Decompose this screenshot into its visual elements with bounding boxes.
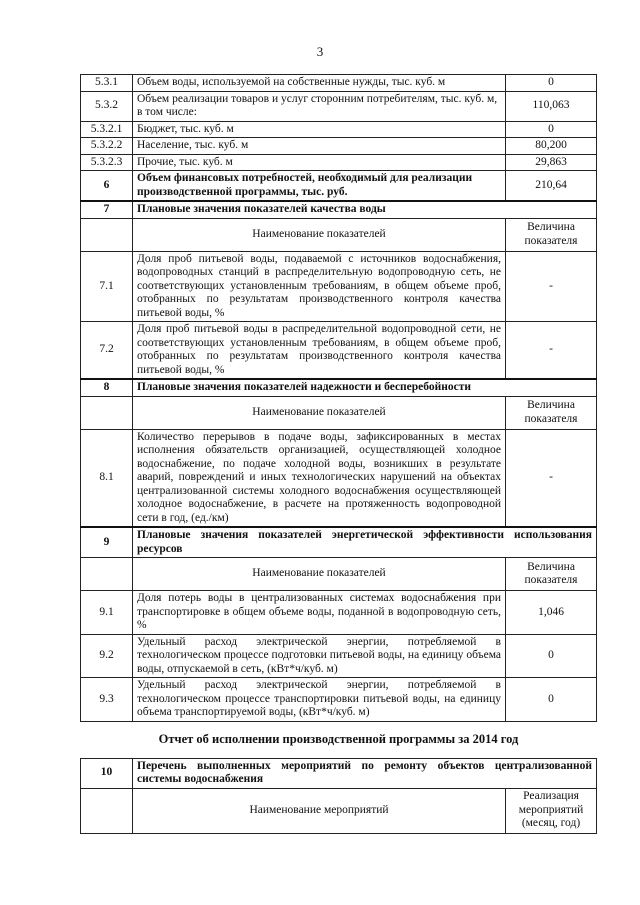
section-header-row (81, 758, 597, 788)
table-row (81, 171, 597, 202)
column-header-value: Реализация мероприятий (месяц, год) (506, 788, 597, 833)
row-number: 5.3.2.3 (81, 154, 133, 171)
section-title: Плановые значения показателей качества воды (133, 201, 597, 218)
section-title: Перечень выполненных мероприятий по ремонту объектов централизованной системы водоснабжения (133, 758, 597, 788)
table-row (81, 138, 597, 155)
table-row (81, 154, 597, 171)
row-text: Прочие, тыс. куб. м (133, 154, 506, 171)
row-text: Доля проб питьевой воды, подаваемой с источников водоснабжения, водопроводных станций в распределительную водопроводную сеть, не соответствующих установленным требованиям, в общем объеме проб, отобранных по результатам производственного контроля качества питьевой воды, % (133, 251, 506, 322)
table-row (81, 75, 597, 92)
column-header-row (81, 788, 597, 833)
row-number: 9.2 (81, 634, 133, 678)
section-number: 9 (81, 527, 133, 558)
row-text: Население, тыс. куб. м (133, 138, 506, 155)
row-value: 0 (506, 634, 597, 678)
row-text: Объем воды, используемой на собственные нужды, тыс. куб. м (133, 75, 506, 92)
column-header-value: Величина показателя (506, 396, 597, 429)
row-number: 9.1 (81, 591, 133, 635)
row-text: Доля проб питьевой воды в распределительной водопроводной сети, не соответствующих установленным требованиям, в общем объеме проб, отобранных по результатам производственного контроля качества питьевой воды, % (133, 322, 506, 380)
indicators-table (80, 74, 597, 834)
report-title-row (81, 721, 597, 758)
column-header-row (81, 558, 597, 591)
row-text: Количество перерывов в подаче воды, зафиксированных в местах исполнения обязательств организацией, осуществляющей холодное водоснабжение, по подаче холодной воды, возникших в результате аварий, повреждений и иных технологических нарушений на объектах централизованной системы холодного водоснабжения осуществляющей холодное водоснабжение, в расчете на протяженность водопроводной сети в год, (ед./км) (133, 429, 506, 527)
row-number: 7.2 (81, 322, 133, 380)
page-number: 3 (316, 44, 324, 59)
row-number: 5.3.2.1 (81, 121, 133, 138)
column-header-value: Величина показателя (506, 558, 597, 591)
row-number: 8.1 (81, 429, 133, 527)
table-row (81, 251, 597, 322)
column-header-name: Наименование показателей (133, 218, 506, 251)
section-number: 8 (81, 379, 133, 396)
column-header-row (81, 218, 597, 251)
row-value: 0 (506, 75, 597, 92)
table-row (81, 591, 597, 635)
row-text: Доля потерь воды в централизованных системах водоснабжения при транспортировке в общем объеме воды, поданной в водопроводную сеть, % (133, 591, 506, 635)
section-title: Плановые значения показателей энергетической эффективности использования ресурсов (133, 527, 597, 558)
row-value: 1,046 (506, 591, 597, 635)
row-number: 9.3 (81, 678, 133, 722)
row-number: 5.3.2 (81, 91, 133, 121)
row-text: Объем реализации товаров и услуг сторонним потребителям, тыс. куб. м, в том числе: (133, 91, 506, 121)
report-title: Отчет об исполнении производственной программы за 2014 год (81, 721, 597, 758)
row-value: 0 (506, 121, 597, 138)
table-row (81, 121, 597, 138)
row-value: 0 (506, 678, 597, 722)
row-number: 7.1 (81, 251, 133, 322)
table-row (81, 634, 597, 678)
section-header-row (81, 379, 597, 396)
table-row (81, 91, 597, 121)
section-number: 7 (81, 201, 133, 218)
row-value: 80,200 (506, 138, 597, 155)
row-text: Удельный расход электрической энергии, потребляемой в технологическом процессе подготовки питьевой воды, на единицу объема воды, отпускаемой в сеть, (кВт*ч/куб. м) (133, 634, 506, 678)
row-number: 5.3.1 (81, 75, 133, 92)
row-text: Объем финансовых потребностей, необходимый для реализации производственной программы, тыс. руб. (133, 171, 506, 202)
section-header-row (81, 201, 597, 218)
table-row (81, 429, 597, 527)
row-value: 29,863 (506, 154, 597, 171)
row-number: 6 (81, 171, 133, 202)
row-value: 210,64 (506, 171, 597, 202)
column-header-value: Величина показателя (506, 218, 597, 251)
row-text: Удельный расход электрической энергии, потребляемой в технологическом процессе транспортировки питьевой воды, на единицу объема транспортируемой воды, (кВт*ч/куб. м) (133, 678, 506, 722)
section-number: 10 (81, 758, 133, 788)
row-number: 5.3.2.2 (81, 138, 133, 155)
row-value: - (506, 322, 597, 380)
table-row (81, 322, 597, 380)
column-header-name: Наименование показателей (133, 396, 506, 429)
column-header-name: Наименование показателей (133, 558, 506, 591)
row-value: - (506, 429, 597, 527)
section-title: Плановые значения показателей надежности и бесперебойности (133, 379, 597, 396)
section-header-row (81, 527, 597, 558)
column-header-name: Наименование мероприятий (133, 788, 506, 833)
row-value: 110,063 (506, 91, 597, 121)
row-text: Бюджет, тыс. куб. м (133, 121, 506, 138)
row-value: - (506, 251, 597, 322)
table-row (81, 678, 597, 722)
column-header-row (81, 396, 597, 429)
